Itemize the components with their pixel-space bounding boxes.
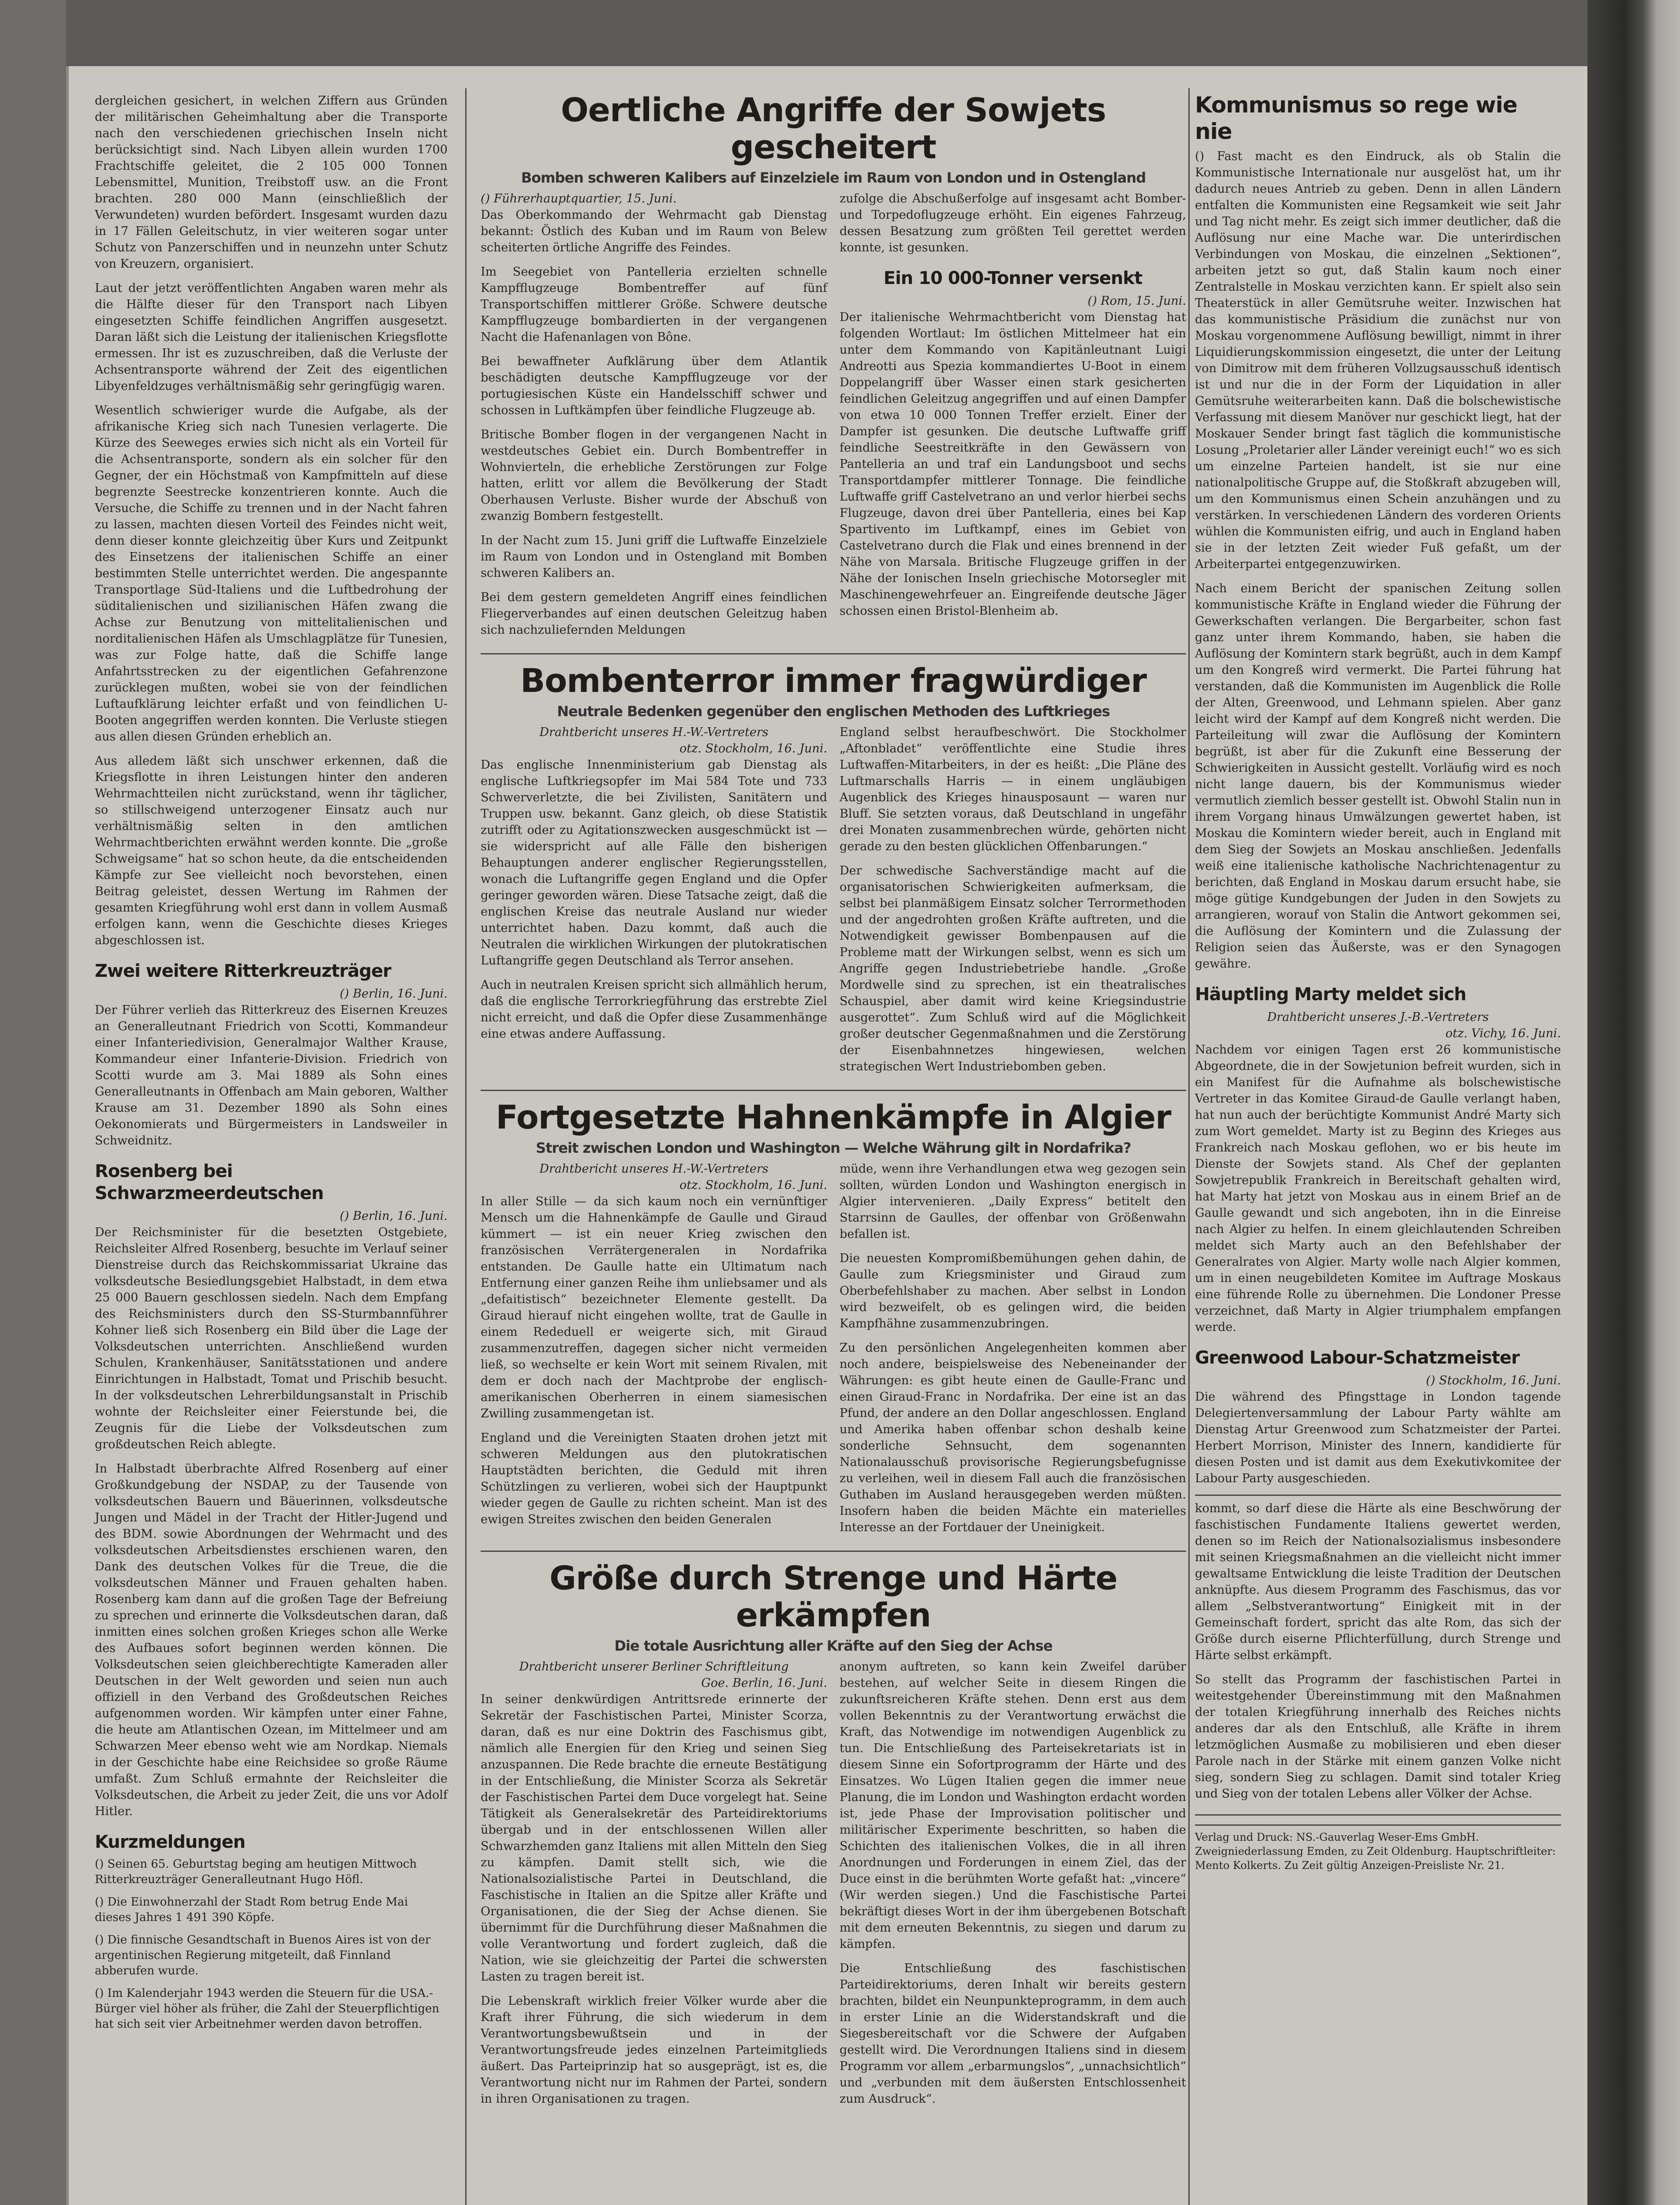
byline-bombenterror: Drahtbericht unseres H.-W.-Vertreters — [539, 725, 769, 739]
text-groesse-4: Die Entschließung des faschistischen Parteidirektoriums, deren Inhalt wir bereits gestern brachten, bildet ein Neunpunkteprogramm, in dem auch in erster Linie an die Widerstandskraft und die Siegesbereitschaft vor die Schwere der Aufgaben gestellt wird. Die Verordnungen Italiens sind in diesem Programm vor allem „erbarmungslos“, „unnachsichtlich“ und „verbunden mit dem äußersten Entschlossenheit zum Ausdruck“. — [840, 1962, 1186, 2106]
text-algier-3: müde, wenn ihre Verhandlungen etwa weg gezogen sein sollten, würden London und Washington energisch in Algier intervenieren. „Daily Express“ betitelt den Starrsinn de Gaulles, der offenbar von Größenwahn befallen ist. — [840, 1162, 1186, 1241]
continuation-box — [1195, 1495, 1561, 1816]
kurzmeldung-3: () Die finnische Gesandtschaft in Buenos Aires ist von der argentinischen Regierung mitgeteilt, daß Finnland abberufen wurde. — [95, 1933, 431, 1977]
rule-h-3 — [481, 1551, 1186, 1552]
subhead-groesse: Die totale Ausrichtung aller Kräfte auf den Sieg der Achse — [614, 1637, 1053, 1654]
text-sowjets-5: In der Nacht zum 15. Juni griff die Luftwaffe Einzelziele im Raum von London und in Ostengland mit Bomben schweren Kalibers an. — [481, 534, 827, 580]
text-sowjets-2: Im Seegebiet von Pantelleria erzielten schnelle Kampfflugzeuge Bombentreffer auf fünf Transportschiffen mittlerer Größe. Schwere deutsche Kampfflugzeuge bombardierten in der vergangenen Nacht die Hafenanlagen von Bône. — [481, 265, 827, 344]
text-groesse-2: Die Lebenskraft wirklich freier Völker wurde aber die Kraft ihrer Führung, die sich wiederum in dem Verantwortungsbewußtsein und in der Verantwortungsfreude jedes einzelnen Parteimitglieds äußert. Das Parteiprinzip hat so ausgeprägt, ist es, die Verantwortung nicht nur im Rahmen der Partei, sondern in ihren Organisationen zu tragen. — [481, 1994, 827, 2106]
text-rosenberg-1: Der Reichsminister für die besetzten Ostgebiete, Reichsleiter Alfred Rosenberg, besuchte im Verlauf seiner Dienstreise durch das Reichskommissariat Ukraine das volksdeutsche Besiedlungsgebiet Halbstadt, in dem etwa 25 000 Bauern geschlossen siedeln. Nach dem Empfang des Reichsministers durch den SS-Sturmbannführer Kohner ließ sich Rosenberg ein Bild über die Lage der Volksdeutschen unterrichten. Anschließend wurden Schulen, Krankenhäuser, Sanitätsstationen und andere Einrichtungen in Halbstadt, Tomat und Prischib besucht. In der volksdeutschen Lehrerbildungsanstalt in Prischib wohnte der Reichsleiter einer Feierstunde bei, die Zeugnis für die Liebe der Volksdeutschen zum großdeutschen Reich ablegte. — [95, 1226, 448, 1451]
subhead-bombenterror: Neutrale Bedenken gegenüber den englischen Methoden des Luftkrieges — [557, 703, 1110, 720]
text-greenwood: Die während des Pfingsttage in London tagende Delegiertenversammlung der Labour Party wählte am Dienstag Artur Greenwood zum Schatzmeister der Partei. Herbert Morrison, Minister des Innern, kandidierte für diesen Posten und ist damit aus dem Exekutivkomitee der Labour Party ausgeschieden. — [1195, 1390, 1561, 1485]
text-marty: Nachdem vor einigen Tagen erst 26 kommunistische Abgeordnete, die in der Sowjetunion befreit wurden, sich in ein Manifest für die Aufnahme als bolschewistische Vertreter in das Komitee Giraud-de Gaulle verlangt haben, hat nun auch der berüchtigte Kommunist André Marty sich zum Wort gemeldet. Marty ist zu Beginn des Krieges aus Frankreich nach Moskau geflohen, wo er bis heute im Dienste der Sowjets stand. Als Chef der geplanten Sowjetrepublik Frankreich in Bereitschaft gehalten wird, hat Marty hat jetzt von Moskau aus in einem Brief an de Gaulle gewandt und sich angeboten, ihn in die Einreise nach Algier zu helfen. In einem gleichlautenden Schreiben meldet sich Marty auch an den Befehlshaber der Generalrates von Algier. Marty wolle nach Algier kommen, um in einen neugebildeten Komitee im Auftrage Moskaus eine führende Rolle zu übernehmen. Die Londoner Presse verzeichnet, daß Marty in Algier triumphalem empfangen werde. — [1195, 1043, 1561, 1334]
dateline-groesse: Goe. Berlin, 16. Juni. — [701, 1676, 827, 1690]
text-bombenterror-3: England selbst heraufbeschwört. Die Stockholmer „Aftonbladet“ veröffentlichte eine Studie ihres Luftwaffen-Mitarbeiters, in der es heißt: „Die Pläne des Luftmarschalls Harris — in einem ungläubigen Augenblick des Krieges hinausposaunt — waren nur Bluff. Sie setzten voraus, daß Deutschland in ungefähr drei Monaten zusammenbrechen würde, gehörten nicht gerade zu den besten glücklichen Offenbarungen.“ — [840, 725, 1186, 853]
dateline-bombenterror: otz. Stockholm, 16. Juni. — [679, 742, 827, 755]
text-algier-5: Zu den persönlichen Angelegenheiten kommen aber noch andere, beispielsweise des Nebeneinander der Währungen: es gibt heute einen de Gaulle-Franc und einen Giraud-Franc in Nordafrika. Der eine ist an das Pfund, der andere an den Dollar angeschlossen. England und Amerika haben offenbar schon deshalb keine sonderliche Sehnsucht, dem sogenannten Nationalausschuß provisorische Regierungsbefugnisse zu verleihen, weil in diesem Fall auch die französischen Guthaben im Ausland herausgegeben werden müßten. Insofern haben die beiden Mächte ein materielles Interesse an der Fortdauer der Uneinigkeit. — [840, 1341, 1186, 1534]
text-bombenterror-4: Der schwedische Sachverständige macht auf die organisatorischen Schwierigkeiten aufmerksam, die selbst bei planmäßigem Einsatz solcher Terrormethoden und der angedrohten großen Kräfte auftreten, und die Notwendigkeit gewisser Bombenpausen auf die Probleme matt der Wirkungen selbst, wenn es sich um Angriffe gegen Industriebetriebe handle. „Große Mordwelle sind zu sprechen, ist ein theatralisches Schauspiel, aber damit wird keine Kriegsindustrie ausgerottet“. Zum Schluß wird auf die Möglichkeit großer deutscher Gegenmaßnahmen und die Zerstörung der Eisenbahnnetzes hingewiesen, welchen strategischen Wert Industriebomben geben. — [840, 864, 1186, 1073]
headline-sowjets: Oertliche Angriffe der Sowjets gescheitert — [560, 91, 1106, 166]
byline-marty: Drahtbericht unseres J.-B.-Vertreters — [1267, 1010, 1489, 1024]
kurzmeldung-2: () Die Einwohnerzahl der Stadt Rom betrug Ende Mai dieses Jahres 1 491 390 Köpfe. — [95, 1895, 408, 1924]
text-bombenterror-2: Auch in neutralen Kreisen spricht sich allmählich herum, daß die englische Terrorkriegführung das erstrebte Ziel nicht erreicht, und daß die Opfer diese Zusammenhänge eine etwas andere Auffassung. — [481, 978, 827, 1041]
text-kommunismus-2: Nach einem Bericht der spanischen Zeitung sollen kommunistische Kräfte in England wieder die Führung der Gewerkschaften verlangen. Die Bergarbeiter, schon fast ganz unter ihrem Kommando, haben, sie haben die Auflösung der Komintern stark begrüßt, auch in dem Kampf um den Kongreß wird vermerkt. Die Partei führung hat verstanden, daß die Kommunisten im Augenblick die Rolle der Alten, Greenwood, und Lehmann spielen. Aber ganz leicht wird der Kampf auf dem Kongreß nicht werden. Die Parteileitung will zwar die Auflösung der Komintern begrüßt, ist aber für die Zukunft eine Besserung der Schwierigkeiten in Aussicht gestellt. Vorläufig wird es noch nicht lange dauern, bis der Kommunismus wieder vermutlich ziemlich besser gestellt ist. Obwohl Stalin nun in ihrem Vorgang hinaus Umwälzungen gewertet haben, ist Moskau die Komintern wieder bereit, auch in England mit dem Sieg der Sowjets an Moskau anschließen. Jedenfalls weiß eine italienische katholische Nachrichtenagentur zu berichten, daß England in Moskau darum ersucht habe, sie möge gütige Kundgebungen der Juden in den Sowjets zu arrangieren, worauf von Stalin die Antwort gekommen sei, die Auflösung der Komintern und die Zulassung der Religion seien das Äußerste, was er den Synagogen gewähre. — [1195, 582, 1561, 971]
text-sowjets-3: Bei bewaffneter Aufklärung über dem Atlantik beschädigten deutsche Kampfflugzeuge vor der portugiesischen Küste ein Handelsschiff schwer und schossen in Luftkämpfen über feindliche Flugzeuge ab. — [481, 355, 827, 417]
text-kommunismus-1: () Fast macht es den Eindruck, als ob Stalin die Kommunistische Internationale nur ausgelöst hat, um ihr dadurch neues Antrieb zu geben. Denn in allen Ländern entfalten die Kommunisten eine Regsamkeit wie seit Jahr und Tag nicht mehr. Es zeigt sich immer deutlicher, daß die Auflösung nur eine Mache war. Die unterirdischen Verbindungen von Moskau, die einzelnen „Sektionen“, arbeiten jetzt so gut, daß Stalin kaum noch einer Zentralstelle in Moskau verzichten kann. Er spielt also sein Theaterstück in aller Gemütsruhe weiter. Inzwischen hat das kommunistische Präsidium die zunächst nur von Moskau vorgenommene Auflösung bewilligt, nimmt in ihrer Liquidierungskommission eingesetzt, die unter der Leitung von Dimitrow mit dem früheren Vollzugsausschuß identisch ist und nur die in der Form der Liquidation in aller Gemütsruhe weiterarbeiten kann. Daß die bolschewistische Verfassung mit diesem Manöver nur geschickt liegt, hat der Moskauer Sender bringt fast täglich die kommunistische Losung „Proletarier aller Länder vereinigt euch!“ wo es sich um einzelne Parteien handelt, ist sie nur eine nationalpolitische Gruppe auf, die Stoßkraft abzugeben will, um den Kommunismus einen Schein anzuhängen und zu verstärken. In verschiedenen Ländern des vorderen Orients wühlen die Kommunisten eifrig, und auch in England haben sie in der letzten Zeit wieder Fuß gefaßt, um der Arbeiterpartei entgegenzuwirken. — [1195, 149, 1561, 571]
text-rosenberg-2: In Halbstadt überbrachte Alfred Rosenberg auf einer Großkundgebung der NSDAP, zu der Tausende von volksdeutschen Bauern und Bäuerinnen, volksdeutsche Jungen und Mädel in der Tracht der Hitler-Jugend und des BDM. sowie Abordnungen der Wehrmacht und des volksdeutschen Arbeitsdienstes erschienen waren, den Dank des deutschen Volkes für die Treue, die die volksdeutschen Männer und Frauen gehalten haben. Rosenberg kam dann auf die großen Tage der Befreiung zu sprechen und erinnerte die Volksdeutschen daran, daß inmitten eines solchen großen Krieges schon alle Werke des Aufbaues sofort beginnen werden können. Die Volksdeutschen seien gleichberechtigte Kameraden aller Deutschen in der Welt geworden und seien nun auch offiziell in den Verband des Großdeutschen Reiches aufgenommen worden. Wir kämpfen unter einer Fahne, die heute am Atlantischen Ozean, im Mittelmeer und am Schwarzen Meer ebenso weht wie am Nordkap. Niemals in der Geschichte habe eine Reichsidee so große Räume umfaßt. Zum Schluß ermahnte der Reichsleiter die Volksdeutschen, die Arbeit zu jeder Zeit, die uns vor Adolf Hitler. — [95, 1462, 448, 1818]
text-groesse-1: In seiner denkwürdigen Antrittsrede erinnerte der Sekretär der Faschistischen Partei, Minister Scorza, daran, daß es nur eine Doktrin des Faschismus gibt, nämlich alle Energien für den Krieg und seinen Sieg anzuspannen. Die Rede brachte die erneute Bestätigung in der Entschließung, die Minister Scorza als Sekretär der Faschistischen Partei dem Duce vorgelegt hat. Seine Tätigkeit als Generalsekretär des Parteidirektoriums übergab und in der entschlossenen Willen aller Schwarzhemden ganz Italiens mit allen Mitteln den Sieg zu kämpfen. Damit stellt sich, wie die Nationalsozialistische Partei in Deutschland, die Faschistische in Italien an die Spitze aller Kräfte und Organisationen, die der Sieg der Achse dienen. Sie übernimmt für die Durchführung dieser Maßnahmen die volle Verantwortung und fordert zugleich, daß die Nation, wie sie gleichzeitig der Partei die schwersten Lasten zu tragen bereit ist. — [481, 1693, 827, 1984]
headline-tonner: Ein 10 000-Tonner versenkt — [883, 268, 1142, 288]
text-groesse-3: anonym auftreten, so kann kein Zweifel darüber bestehen, auf welcher Seite in diesem Ringen die zukunftsreicheren Kräfte stehen. Denn erst aus dem vollen Bekenntnis zu der Verantwortung erwächst die Kraft, das Notwendige im notwendigen Augenblick zu tun. Die Entschließung des Parteisekretariats ist in diesem Sinne ein Sofortprogramm der Härte und des Einsatzes. Wo Lügen Italien gegen die immer neue Planung, die im London und Washington erdacht worden ist, jede Phase der Improvisation politischer und militärischer Experimente beschritten, so haben die Schichten des italienischen Volkes, die in all ihren Anordnungen und Forderungen in einem Ziel, das der Duce einst in die berühmten Worte gefaßt hat: „vincere“ (Wir werden siegen.) Und die Faschistische Partei bekräftigt dieses Wort in der ihm übergebenen Botschaft mit dem erneuten Bekenntnis, zu siegen und darum zu kämpfen. — [840, 1660, 1186, 1951]
rule-h-2 — [481, 1090, 1186, 1091]
text-tonner: Der italienische Wehrmachtbericht vom Dienstag hat folgenden Wortlaut: Im östlichen Mittelmeer hat ein unter dem Kommando von Kapitänleutnant Luigi Andreotti aus Spezia kommandiertes U-Boot in einem Doppelangriff über Wasser einen stark gesicherten feindlichen Geleitzug angegriffen und auf einen Dampfer von etwa 10 000 Tonnen Treffer erzielt. Einer der Dampfer ist gesunken. Die deutsche Luftwaffe griff feindliche Seestreitkräfte in den Gewässern von Pantelleria an und traf ein Landungsboot und sechs Transportdampfer mittlerer Tonnage. Die feindliche Luftwaffe griff Castelvetrano an und verlor hierbei sechs Flugzeuge, davon drei über Pantelleria, eines bei Kap Spartivento im Luftkampf, eines im Gebiet von Castelvetrano durch die Flak und eines brennend in der Nähe von Marsala. Britische Flugzeuge griffen in der Nähe der Ionischen Inseln griechische Motorsegler mit Maschinengewehrfeuer an. Eingreifende deutsche Jäger schossen einen Bristol-Blenheim ab. — [840, 310, 1186, 618]
headline-kurzmeldungen: Kurzmeldungen — [95, 1832, 246, 1852]
column-rule-2 — [1188, 88, 1190, 2205]
rule-h-1 — [481, 653, 1186, 654]
dateline-algier: otz. Stockholm, 16. Juni. — [679, 1178, 827, 1192]
dateline-rosenberg: () Berlin, 16. Juni. — [340, 1209, 448, 1223]
headline-greenwood: Greenwood Labour-Schatzmeister — [1195, 1348, 1519, 1368]
headline-ritterkreuz: Zwei weitere Ritterkreuzträger — [95, 961, 391, 981]
text-sowjets-cont: zufolge die Abschußerfolge auf insgesamt acht Bomber- und Torpedoflugzeuge erhöht. Ein eigenes Fahrzeug, dessen Besatzung zum größten Teil gerettet werden konnte, ist gesunken. — [840, 192, 1186, 254]
subhead-algier: Streit zwischen London und Washington — Welche Währung gilt in Nordafrika? — [536, 1140, 1131, 1156]
headline-algier: Fortgesetzte Hahnenkämpfe in Algier — [496, 1099, 1171, 1136]
text-ritterkreuz: Der Führer verlieh das Ritterkreuz des Eisernen Kreuzes an Generalleutnant Friedrich von Scotti, Kommandeur einer Infanteriedivision, Generalmajor Walther Krause, Kommandeur einer Infanterie-Division. Friedrich von Scotti wurde am 3. Mai 1889 als Sohn eines Generalleutnants in Offenbach am Main geboren, Walther Krause am 31. Dezember 1890 als Sohn eines Oekonomierats und Bürgermeisters in Landsweiler in Schweidnitz. — [95, 1003, 448, 1147]
headline-bombenterror: Bombenterror immer fragwürdiger — [520, 662, 1146, 700]
byline-algier: Drahtbericht unseres H.-W.-Vertreters — [539, 1162, 769, 1176]
dateline-tonner: () Rom, 15. Juni. — [1087, 294, 1186, 308]
dateline-ritterkreuz: () Berlin, 16. Juni. — [340, 987, 448, 1001]
text-bombenterror-1: Das englische Innenministerium gab Dienstag als englische Luftkriegsopfer im Mai 584 Tote und 733 Schwerverletzte, die bei Zivilisten, Sanitätern und Truppen usw. bekannt. Ganz gleich, ob diese Statistik zutrifft oder zu Agitationszwecken ausgeschmückt ist — sie widerspricht auf alle Fälle den bisherigen Behauptungen anderer englischer Regierungsstellen, wonach die Luftangriffe gegen England und die Opfer geringer geworden wären. Diese Tatsache zeigt, daß die englischen Kreise das neutrale Ausland nur wieder unterrichtet haben. Dazu kommt, daß auch die Neutralen die wirklichen Wirkungen der plutokratischen Luftangriffe gegen Deutschland als Terror ansehen. — [481, 758, 827, 968]
headline-marty: Häuptling Marty meldet sich — [1195, 984, 1466, 1005]
page-edge-binding — [1587, 0, 1680, 2205]
text-algier-2: England und die Vereinigten Staaten drohen jetzt mit schweren Meldungen aus den plutokratischen Hauptstädten berichten, die Geduld mit ihren Schützlingen zu verlieren, wobei sich der Hauptpunkt wieder gegen de Gaulle zu richten scheint. Man ist des ewigen Streites zwischen den beiden Generalen — [481, 1431, 827, 1526]
headline-groesse: Größe durch Strenge und Härte erkämpfen — [549, 1559, 1117, 1634]
headline-kommunismus: Kommunismus so rege wie nie — [1195, 92, 1517, 144]
text-continuation-2: So stellt das Programm der faschistischen Partei in weitestgehender Übereinstimmung mit den Maßnahmen der totalen Kriegführung innerhalb des Reiches nichts anderes dar als den Entschluß, alle Kräfte in ihrem letzmöglichen Ausmaße zu mobilisieren und eben dieser Parole nach in der Stärke mit einem ganzen Volke nicht sieg, sondern Sieg zu schlagen. Damit sind totaler Krieg und Sieg von der totalen Lebens aller Völker der Achse. — [1195, 1673, 1561, 1801]
byline-groesse: Drahtbericht unserer Berliner Schriftleitung — [519, 1660, 789, 1674]
column-left — [95, 93, 448, 2039]
text-algier-1: In aller Stille — da sich kaum noch ein vernünftiger Mensch um die Hahnenkämpfe de Gaulle und Giraud kümmert — ist ein neuer Krieg zwischen den französischen Verrätergeneralen in Nordafrika entstanden. De Gaulle hatte ein Ultimatum nach Entfernung einer ganzen Reihe ihm unliebsamer und als „defaitistisch“ bezeichneter Elemente gestellt. Da Giraud hierauf nicht eingehen wollte, trat de Gaulle in einem Rededuell er weigerte sich, mit Giraud zusammenzutreffen, dagegen sicher nicht vermeiden ließ, so wechselte er kein Wort mit seinem Rivalen, mit dem er doch nach der Machtprobe der englisch-amerikanischen Oberherren in einem siamesischen Zwilling zusammengetan ist. — [481, 1195, 827, 1420]
column-rule-1 — [465, 88, 467, 2205]
dateline-greenwood: () Stockholm, 16. Juni. — [1426, 1374, 1561, 1387]
kurzmeldung-4: () Im Kalenderjahr 1943 werden die Steuern für die USA.-Bürger viel höher als früher, die Zahl der Steuerpflichtigen hat sich seit vier Arbeitnehmer werden davon betroffen. — [95, 1987, 440, 2031]
column-center — [481, 84, 1186, 2115]
column-right — [1195, 84, 1561, 1883]
dateline-sowjets: () Führerhauptquartier, 15. Juni. — [481, 192, 677, 206]
intro-paragraph-2: Laut der jetzt veröffentlichten Angaben waren mehr als die Hälfte dieser für den Transport nach Libyen eingesetzten Schiffe feindlichen Angriffen ausgesetzt. Daran läßt sich die Leistung der italienischen Kriegsflotte ermessen. Ihr ist es zuzuschreiben, daß die Verluste der Achsentransporte während der Zeit des eigentlichen Libyenfeldzuges verhältnismäßig sehr geringfügig waren. — [95, 281, 448, 393]
text-algier-4: Die neuesten Kompromißbemühungen gehen dahin, de Gaulle zum Kriegsminister und Giraud zum Oberbefehlshaber zu machen. Aber selbst in London wird bezweifelt, ob es gelingen wird, die beiden Kampfhähne zusammenzubringen. — [840, 1252, 1186, 1330]
kurzmeldung-1: () Seinen 65. Geburtstag beging am heutigen Mittwoch Ritterkreuzträger Generalleutnant Hugo Höfl. — [95, 1857, 417, 1886]
headline-rosenberg: Rosenberg bei Schwarzmeerdeutschen — [95, 1161, 324, 1203]
text-continuation-1: kommt, so darf diese die Härte als eine Beschwörung der faschistischen Fundamente Italiens gewertet werden, denen so im Reich der Nationalsozialismus insbesondere mit seinen Kriegsmaßnahmen an die vielleicht nicht immer gewaltsame Entwicklung die leiste Tradition der Deutschen anknüpfte. Aus diesem Programm des Faschismus, das vor allem „Selbstverantwortung“ Einigkeit mit in der Gemeinschaft fordert, spricht das alte Rom, das sich der Größe durch eiserne Pflichterfüllung, durch Strenge und Härte selbst erkämpft. — [1195, 1502, 1561, 1662]
intro-paragraph-3: Wesentlich schwieriger wurde die Aufgabe, als der afrikanische Krieg sich nach Tunesien verlagerte. Die Kürze des Seeweges erwies sich nicht als ein Vorteil für die Achsentransporte, sondern als ein solcher für den Gegner, der ein Höchstmaß von Kampfmitteln auf diese begrenzte Seestrecke konzentrieren konnte. Auch die Versuche, die Schiffe zu trennen und in der Nacht fahren zu lassen, machten diesen Vorteil des Feindes nicht weit, denn dieser konnte gleichzeitig über Kurs und Zeitpunkt des Einsetzens der italienischen Schiffe an einer bestimmten Stelle unterrichtet werden. Die angespannte Transportlage Süd-Italiens und die Luftbedrohung der süditalienischen und sizilianischen Häfen zwang die Achse zur Benutzung von mittelitalienischen und norditalienischen Häfen als Umschlagplätze für Tunesien, was zur Folge hatte, daß die Schiffe lange Anfahrtsstrecken zu der eigentlichen Gefahrenzone zurücklegen mußten, wobei sie von der feindlichen Luftaufklärung leichter erfaßt und von feindlichen U-Booten angegriffen werden konnten. Die Verluste stiegen aus allen diesen Gründen erheblich an. — [95, 404, 448, 744]
text-sowjets-1: Das Oberkommando der Wehrmacht gab Dienstag bekannt: Östlich des Kuban und im Raum von Belew scheiterten örtliche Angriffe des Feindes. — [481, 208, 827, 254]
dateline-marty: otz. Vichy, 16. Juni. — [1445, 1027, 1561, 1040]
imprint: Verlag und Druck: NS.-Gauverlag Weser-Ems GmbH. Zweigniederlassung Emden, zu Zeit Oldenburg. Hauptschriftleiter: Mento Kolkerts. Zu Zeit gültig Anzeigen-Preisliste Nr. 21. — [1195, 1824, 1561, 1872]
text-sowjets-4: Britische Bomber flogen in der vergangenen Nacht in westdeutsches Gebiet ein. Durch Bombentreffer in Wohnvierteln, die erhebliche Zerstörungen zur Folge hatten, erlitt vor allem die Bevölkerung der Stadt Oberhausen Verluste. Bisher wurde der Abschuß von zwanzig Bombern festgestellt. — [481, 428, 827, 523]
subhead-sowjets: Bomben schweren Kalibers auf Einzelziele im Raum von London und in Ostengland — [521, 169, 1146, 186]
intro-paragraph-4: Aus alledem läßt sich unschwer erkennen, daß die Kriegsflotte in ihren Leistungen hinter den anderen Wehrmachtteilen nicht zurückstand, wenn ihr täglicher, so stillschweigend unterzogener Einsatz auch nur verhältnismäßig selten in den amtlichen Wehrmachtberichten erwähnt werden konnte. Die „große Schweigsame“ hat so schon heute, da die entscheidenden Kämpfe zur See vielleicht noch bevorstehen, einen Beitrag geleistet, dessen Wertung im Rahmen der gesamten Kriegführung wohl erst dann in vollem Ausmaß erfolgen kann, wenn die Geschichte dieses Krieges abgeschlossen ist. — [95, 754, 448, 947]
text-sowjets-6: Bei dem gestern gemeldeten Angriff eines feindlichen Fliegerverbandes auf einen deutschen Geleitzug haben sich nachzuliefernden Meldungen — [481, 590, 827, 637]
intro-paragraph-1: dergleichen gesichert, in welchen Ziffern aus Gründen der militärischen Geheimhaltung aber die Transporte nach den verschiedenen griechischen Inseln nicht berücksichtigt sind. Nach Libyen allein wurden 1700 Frachtschiffe geleitet, die 2 105 000 Tonnen Lebensmittel, Munition, Treibstoff usw. an die Front brachten. 280 000 Mann (einschließlich der Verwundeten) wurden befördert. Insgesamt wurden dazu in 17 Fällen Geleitschutz, in vier weiteren sogar unter Schutz von Panzerschiffen und in neunzehn unter Schutz von Kreuzern, organisiert. — [95, 94, 448, 271]
